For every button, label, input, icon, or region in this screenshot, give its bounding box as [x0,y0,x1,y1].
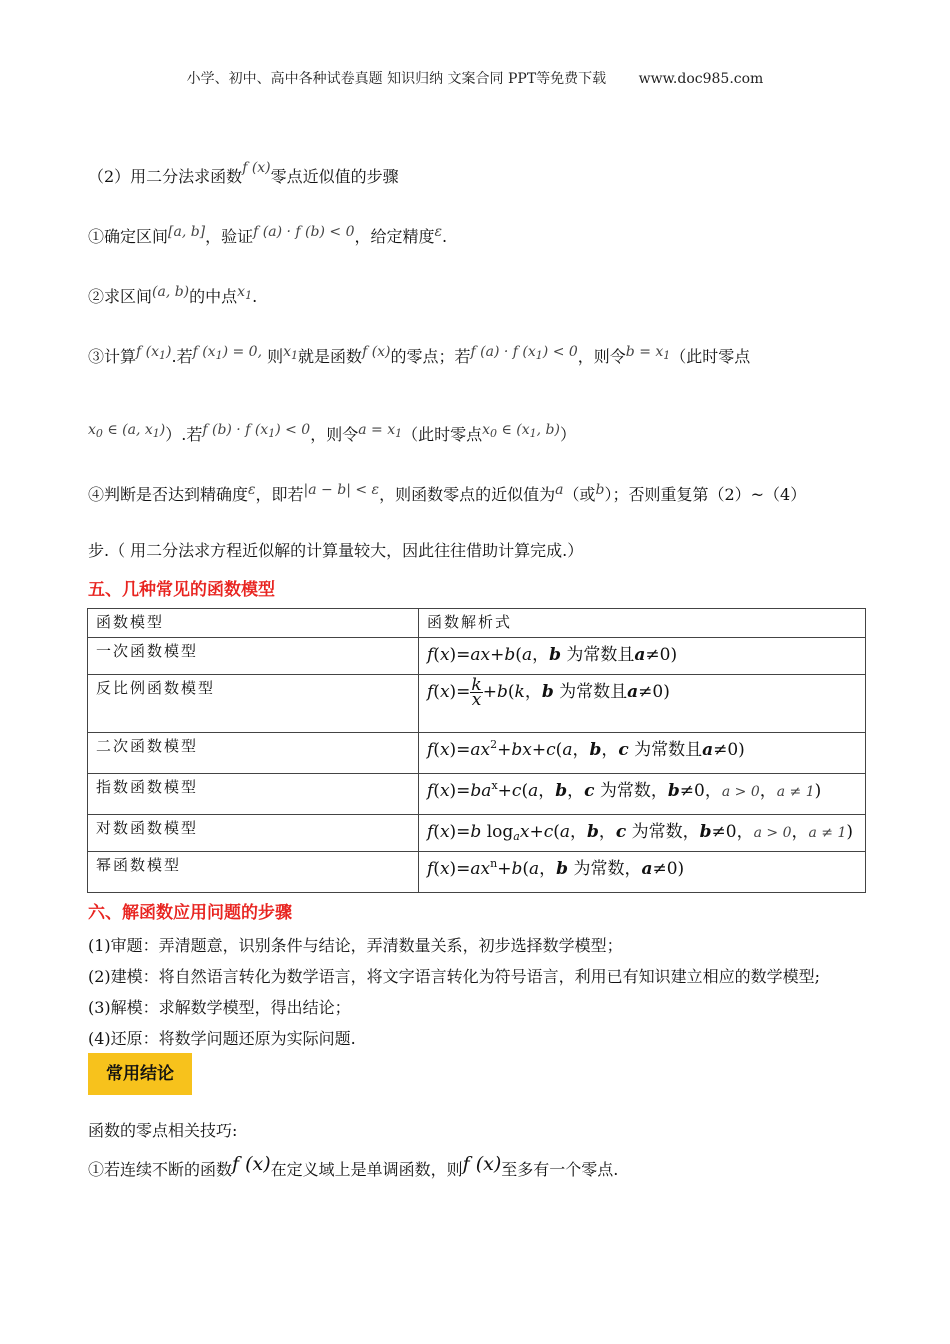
header-title: 小学、初中、高中各种试卷真题 知识归纳 文案合同 PPT等免费下载 [186,71,607,87]
list-item: (1)审题：弄清题意，识别条件与结论，弄清数量关系，初步选择数学模型； [88,936,623,955]
table-header-row [88,609,866,638]
list-item: (2)建模：将自然语言转化为数学语言，将文字语言转化为符号语言，利用已有知识建立相应的数学模型; [88,967,821,986]
table-row: 指数函数模型 $f(x)=ba^x+c(a$，b，c 为常数，b≠0，a > 0，a ≠ 1) [88,774,866,815]
step-1: ①确定区间[a, b]，验证f (a) · f (b) < 0，给定精度ε. [88,224,448,246]
step-3: ③计算f $(x_1)$.若f $(x_1) = 0$, 则$x_1$就是函数f (x)的零点；若f (a) · f $(x_1) < 0$，则令$b = x_1$（此时零点 [88,344,751,366]
conclusion-1: ①若连续不断的函数f (x)在定义域上是单调函数，则f (x)至多有一个零点. [88,1153,619,1179]
formula-quadratic: $f(x)=ax^2+bx+c(a$，b，c 为常数且a≠0) [419,733,866,774]
header-url[interactable]: www.doc985.com [638,71,764,87]
table-row: 对数函数模型 f(x)=b $\log_ax+c(a$，b，c 为常数，b≠0，a > 0，a ≠ 1) [88,815,866,852]
formula-logarithmic: f(x)=b $\log_ax+c(a$，b，c 为常数，b≠0，a > 0，a ≠ 1) [419,815,866,852]
section5-heading: 五、几种常见的函数模型 [88,580,275,600]
list-item: (4)还原：将数学问题还原为实际问题. [88,1029,356,1048]
table-row: 一次函数模型 f(x)=ax+b(a，b 为常数且a≠0) [88,638,866,675]
formula-power: $f(x)=ax^n+b(a$，b 为常数，a≠0) [419,852,866,893]
conclusions-intro: 函数的零点相关技巧: [88,1121,238,1140]
function-models-table [87,608,866,893]
list-item: (3)解模：求解数学模型，得出结论； [88,998,351,1017]
formula-inverse: f(x)= $\frac{k}{x}+b(k$，b 为常数且a≠0) [419,675,866,733]
table-row: 反比例函数模型 f(x)= $\frac{k}{x}+b(k$，b 为常数且a≠0) [88,675,866,733]
formula-linear: f(x)=ax+b(a，b 为常数且a≠0) [419,638,866,675]
page-header [0,68,950,88]
step-4: ④判断是否达到精确度ε，即若|a − b| < ε，则函数零点的近似值为a（或b）；否则重复第（2）~（4） [88,482,807,504]
formula-exponential: $f(x)=ba^x+c(a$，b，c 为常数，b≠0，a > 0，a ≠ 1) [419,774,866,815]
step-4-continued: 步.（ 用二分法求方程近似解的计算量较大，因此往往借助计算完成.） [88,541,584,560]
table-row: 幂函数模型 $f(x)=ax^n+b(a$，b 为常数，a≠0) [88,852,866,893]
step-3-continued: $x_0$ ∈ (a, $x_1$)）.若f (b) · f $(x_1) < 0$，则令$a = x_1$（此时零点$x_0$ ∈ ($x_1$, b)） [88,422,576,444]
steps-title: （2）用二分法求函数f (x)零点近似值的步骤 [88,160,399,186]
step-2: ②求区间(a, b)的中点$x_1$. [88,284,258,306]
table-row: 二次函数模型 $f(x)=ax^2+bx+c(a$，b，c 为常数且a≠0) [88,733,866,774]
col-header-formula: 函数解析式 [419,609,866,638]
conclusions-badge: 常用结论 [88,1053,192,1095]
section6-heading: 六、解函数应用问题的步骤 [88,903,292,923]
col-header-model: 函数模型 [88,609,419,638]
